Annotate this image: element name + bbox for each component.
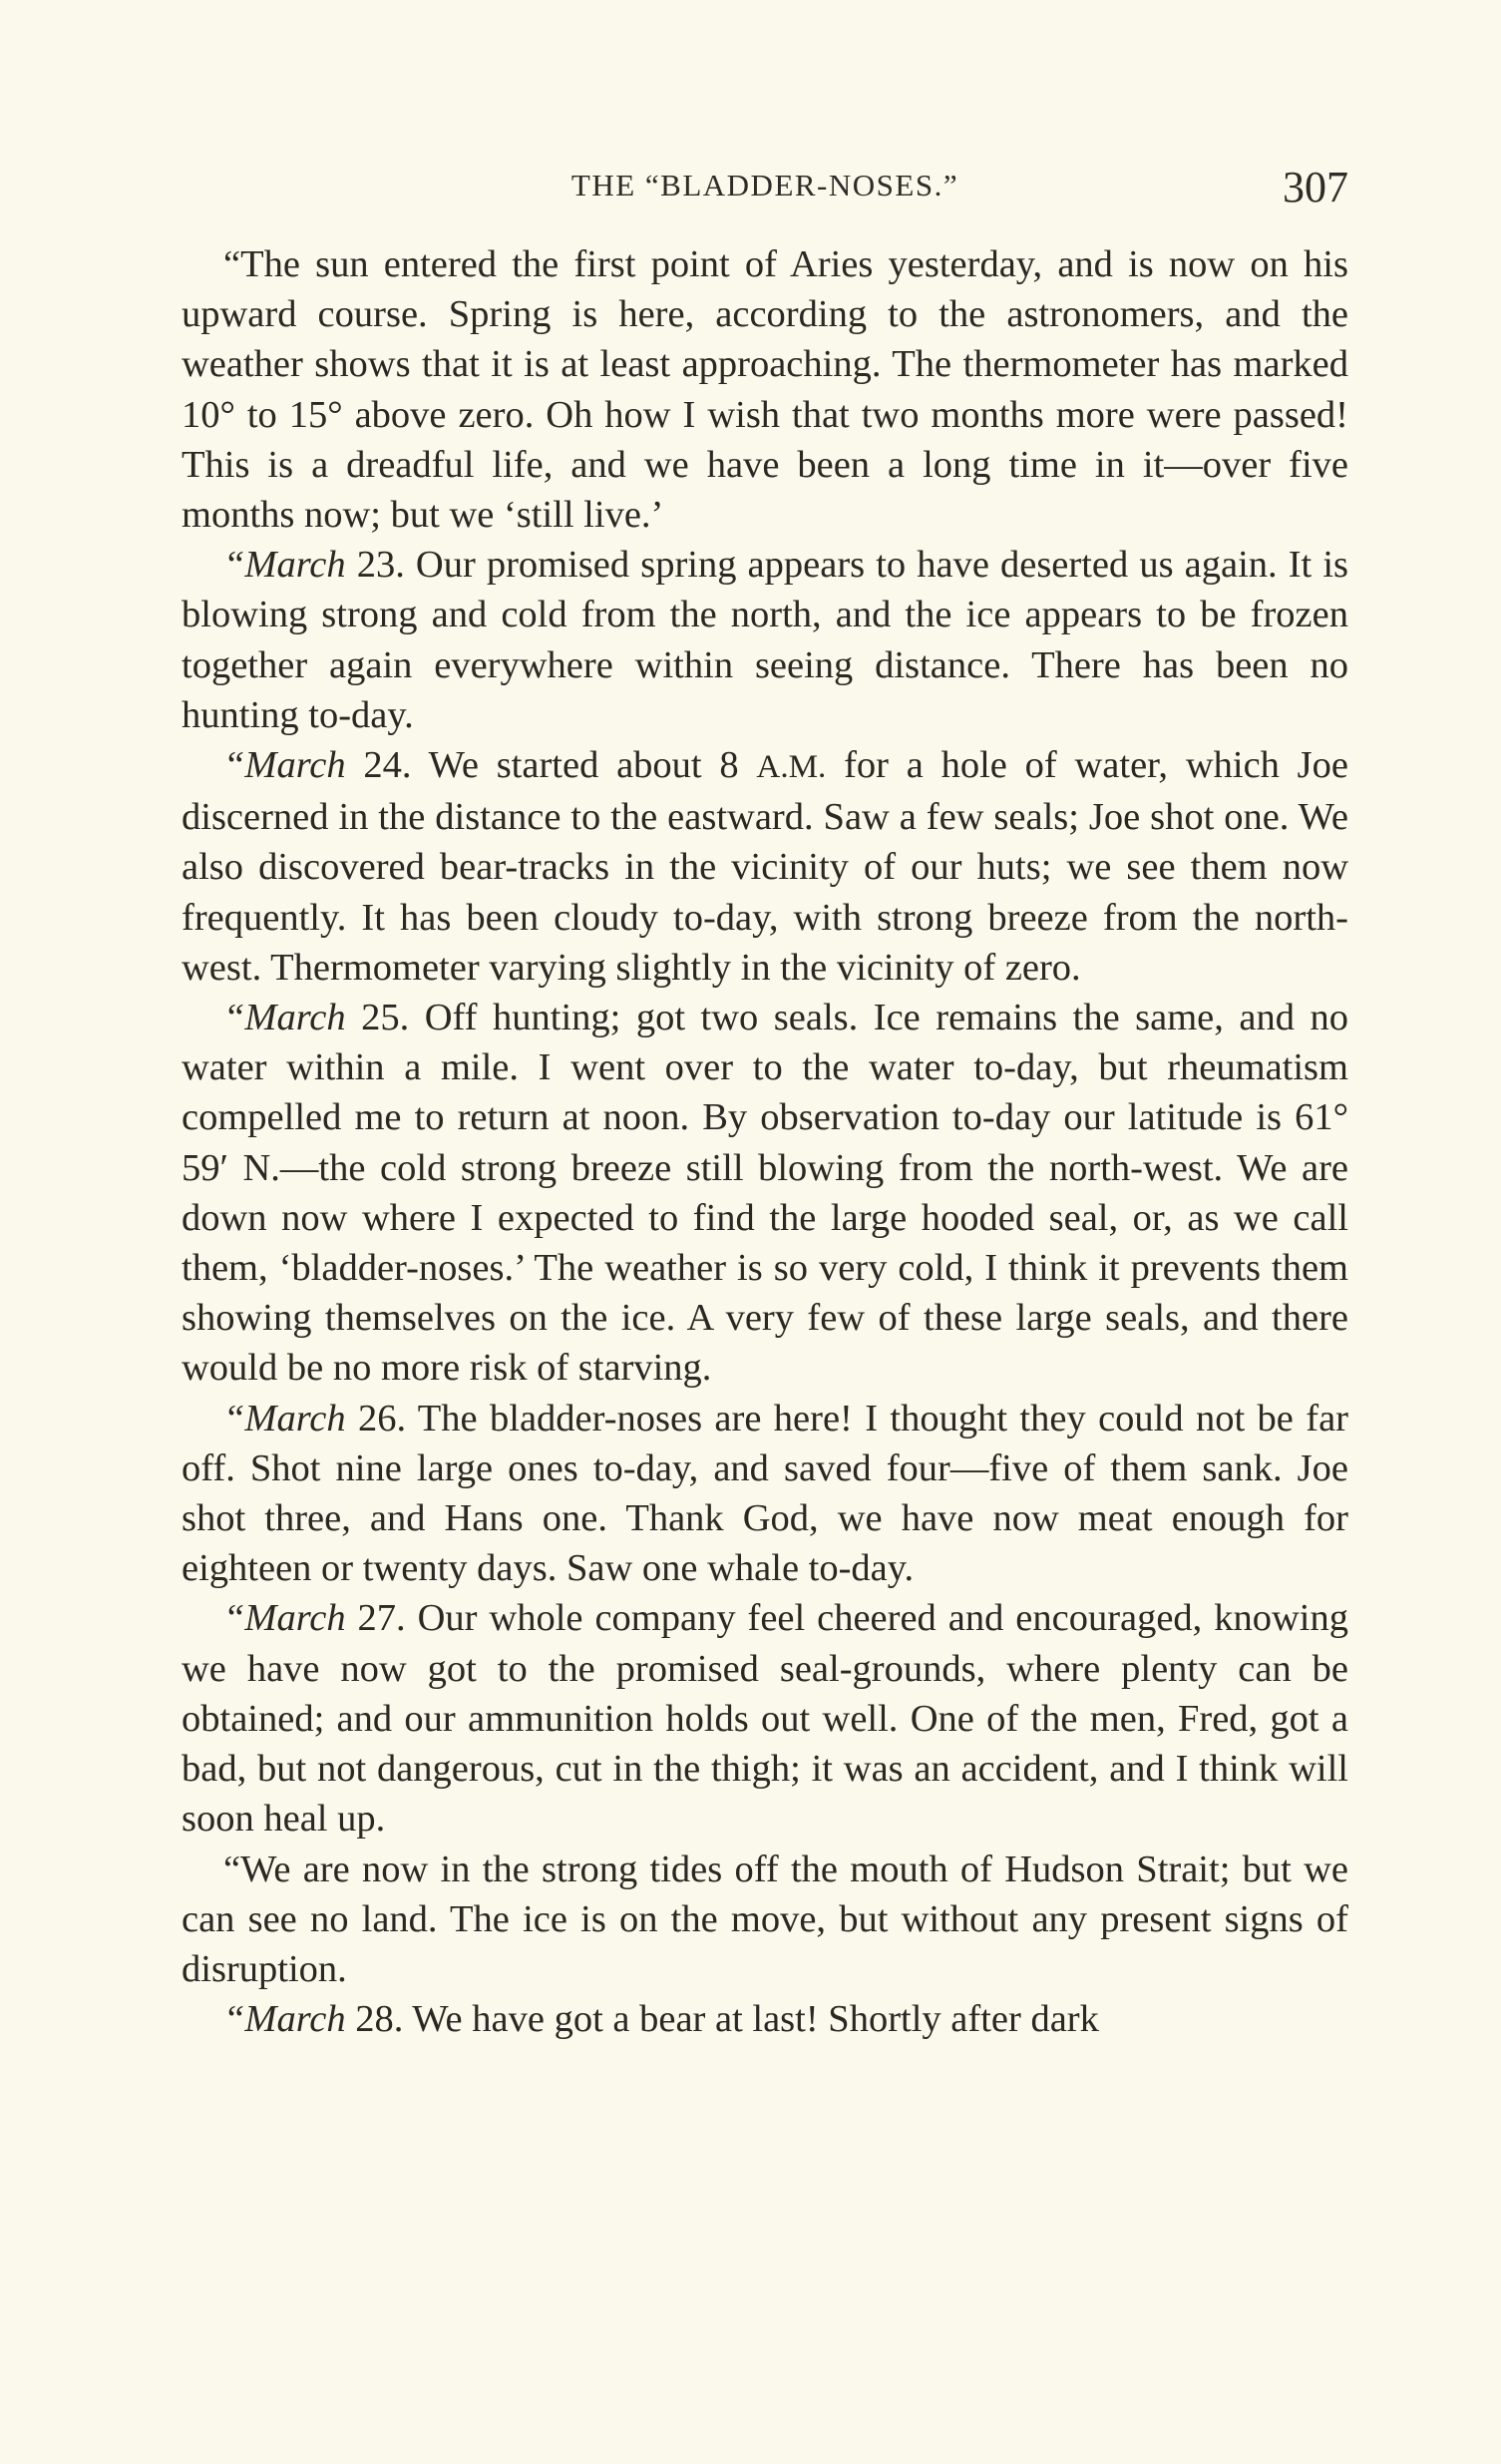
entry-text: 26. The bladder-noses are here! I thought they could not be far off. Shot nine large ones to-day, and saved four—five of them sank. Joe shot three, and Hans one. Thank God, we have now meat enough for eighteen or twenty days. Saw one whale to-day. — [182, 1397, 1348, 1590]
entry-date: “March — [223, 544, 346, 587]
entry-time: A.M. — [756, 748, 827, 786]
entry-text: 27. Our whole company feel cheered and encouraged, knowing we have now got to the promised seal-grounds, where plenty can be obtained; and our ammunition holds out well. One of the men, Fred, got a bad, but not dangerous, cut in the thigh; it was an accident, and I think will soon heal up. — [182, 1597, 1348, 1841]
entry-text: 25. Off hunting; got two seals. Ice remains the same, and no water within a mile. I went over to the water to-day, but rheumatism compelled me to return at noon. By observation to-day our latitude is 61° 59′ N.—the cold strong breeze still blowing from the north-west. We are down now where I expected to find the large hooded seal, or, as we call them, ‘bladder-noses.’ The weather is so very cold, I think it prevents them showing themselves on the ice. A very few of these large seals, and there would be no more risk of starving. — [182, 997, 1348, 1390]
entry-text: 24. We started about 8 — [345, 744, 757, 787]
entry-text: 23. Our promised spring appears to have deserted us again. It is blowing strong and cold from the north, and the ice appears to be frozen together again everywhere within seeing distance. There has been no hunting to-day. — [182, 544, 1348, 736]
diary-entry-march-28 — [182, 1994, 1348, 2044]
entry-date: “March — [223, 1597, 346, 1640]
paragraph-text: “We are now in the strong tides off the mouth of Hudson Strait; but we can see no land. The ice is on the move, but without any present signs of disruption. — [182, 1848, 1348, 1990]
paragraph — [182, 1845, 1348, 1995]
page-number: 307 — [1283, 163, 1348, 211]
diary-entry-march-26 — [182, 1394, 1348, 1594]
entry-text-continued: for a hole of water, which Joe discerned in the distance to the eastward. Saw a few seals; Joe shot one. We also discovered bear-tracks in the vicinity of our huts; we see them now frequently. It has been cloudy to-day, with strong breeze from the north-west. Thermometer varying slightly in the vicinity of zero. — [182, 744, 1348, 989]
entry-date: “March — [223, 1397, 346, 1439]
paragraph-text: “The sun entered the first point of Aries yesterday, and is now on his upward course. Spring is here, according to the astronomers, and the weather shows that it is at least approaching. The thermometer has marked 10° to 15° above zero. Oh how I wish that two months more were passed! This is a dreadful life, and we have been a long time in it—over five months now; but we ‘still live.’ — [182, 243, 1348, 537]
entry-text: 28. We have got a bear at last! Shortly after dark — [345, 1998, 1099, 2041]
running-head — [182, 160, 1348, 219]
paragraph — [182, 239, 1348, 540]
entry-date: “March — [223, 744, 346, 787]
entry-date: “March — [223, 1998, 346, 2041]
entry-date: “March — [223, 997, 346, 1039]
running-title: THE “BLADDER-NOSES.” — [570, 168, 959, 203]
body-text — [182, 239, 1348, 2044]
diary-entry-march-27 — [182, 1593, 1348, 1844]
diary-entry-march-24 — [182, 740, 1348, 993]
diary-entry-march-25 — [182, 993, 1348, 1394]
diary-entry-march-23 — [182, 540, 1348, 740]
